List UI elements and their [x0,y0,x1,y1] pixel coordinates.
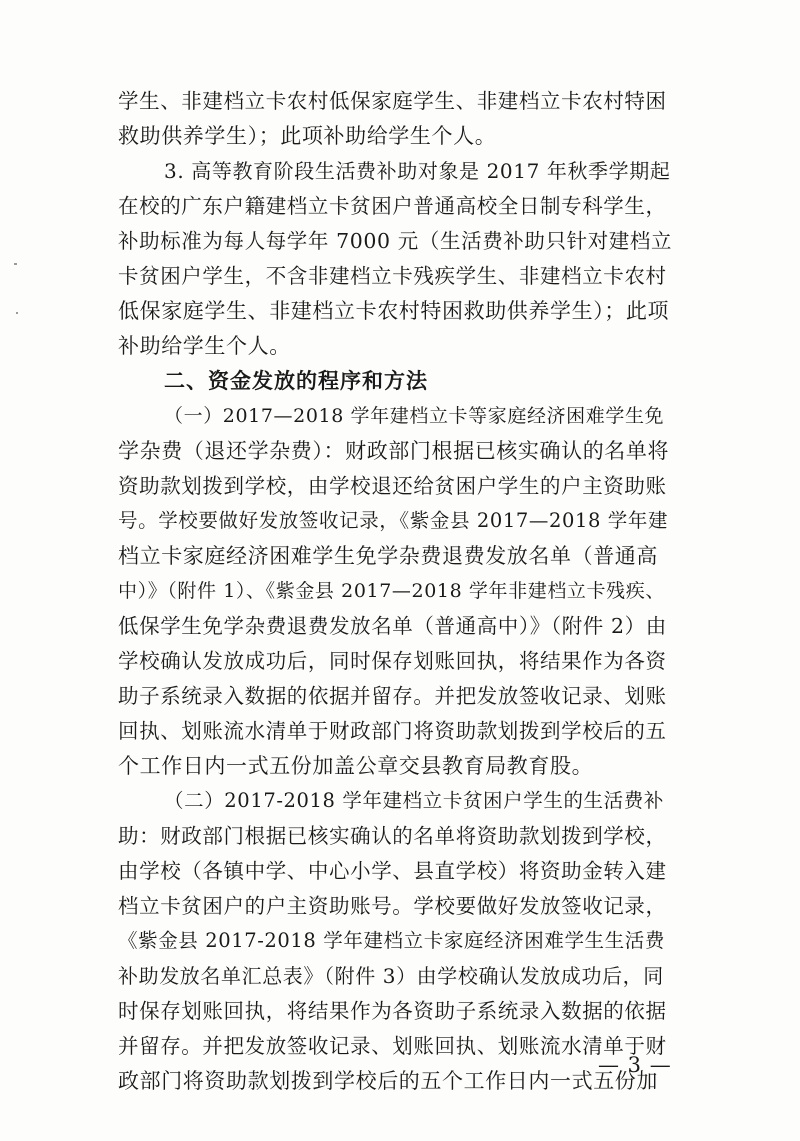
text-line: 补助给学生个人。 [118,334,291,358]
text-line: 《紫金县 2017-2018 学年建档立卡家庭经济困难学生生活费 [118,929,665,952]
scan-mark-1 [14,263,17,265]
text-line: 政部门将资助款划拨到学校后的五个工作日内一式五份加 [118,1069,658,1093]
text-line: 档立卡贫困户的户主资助账号。学校要做好发放签收记录， [118,894,667,918]
text-line: 卡贫困户学生，不含非建档立卡残疾学生、非建档立卡农村 [118,264,667,288]
text-line: 补助发放名单汇总表》（附件 3）由学校确认发放成功后，同 [118,964,664,988]
text-line: 助：财政部门根据已核实确认的名单将资助款划拨到学校， [118,824,667,848]
text-line: 学杂费（退还学杂费）：财政部门根据已核实确认的名单将 [118,439,670,463]
text-line: 时保存划账回执，将结果作为各资助子系统录入数据的依据 [118,999,667,1023]
text-line: 由学校（各镇中学、中心小学、县直学校）将资助金转入建 [118,859,667,883]
text-line: 个工作日内一式五份加盖公章交县教育局教育股。 [118,754,594,778]
section-heading: 二、资金发放的程序和方法 [164,369,428,393]
text-line: 补助标准为每人每学年 7000 元（生活费补助只针对建档立 [118,229,673,253]
text-line: （一）2017—2018 学年建档立卡等家庭经济困难学生免 [164,405,665,427]
text-line: （二）2017-2018 学年建档立卡贫困户学生的生活费补 [164,789,664,812]
text-line: 中）》（附件 1）、《紫金县 2017—2018 学年非建档立卡残疾、 [118,580,665,602]
text-line: 档立卡家庭经济困难学生免学杂费退费发放名单（普通高 [118,544,658,568]
text-line: 学生、非建档立卡农村低保家庭学生、非建档立卡农村特困 [118,89,667,113]
text-line: 学校确认发放成功后，同时保存划账回执，将结果作为各资 [118,649,667,673]
text-line: 资助款划拨到学校，由学校退还给贫困户学生的户主资助账 [118,474,667,498]
text-line: 号。学校要做好发放签收记录，《紫金县 2017—2018 学年建 [118,509,669,532]
text-line: 并留存。并把发放签收记录、划账回执、划账流水清单于财 [118,1034,667,1058]
text-line: 低保学生免学杂费退费发放名单（普通高中）》（附件 2）由 [118,614,667,638]
text-line: 在校的广东户籍建档立卡贫困户普通高校全日制专科学生， [118,194,667,218]
text-line: 3. 高等教育阶段生活费补助对象是 2017 年秋季学期起 [164,159,671,183]
text-line: 助子系统录入数据的依据并留存。并把发放签收记录、划账 [118,684,667,708]
text-line: 救助供养学生）；此项补助给学生个人。 [118,124,497,148]
page-number: — 3 — [598,1053,672,1077]
text-line: 低保家庭学生、非建档立卡农村特困救助供养学生）；此项 [118,299,670,323]
text-line: 回执、划账流水清单于财政部门将资助款划拨到学校后的五 [118,719,667,743]
scan-mark-2 [16,312,18,314]
